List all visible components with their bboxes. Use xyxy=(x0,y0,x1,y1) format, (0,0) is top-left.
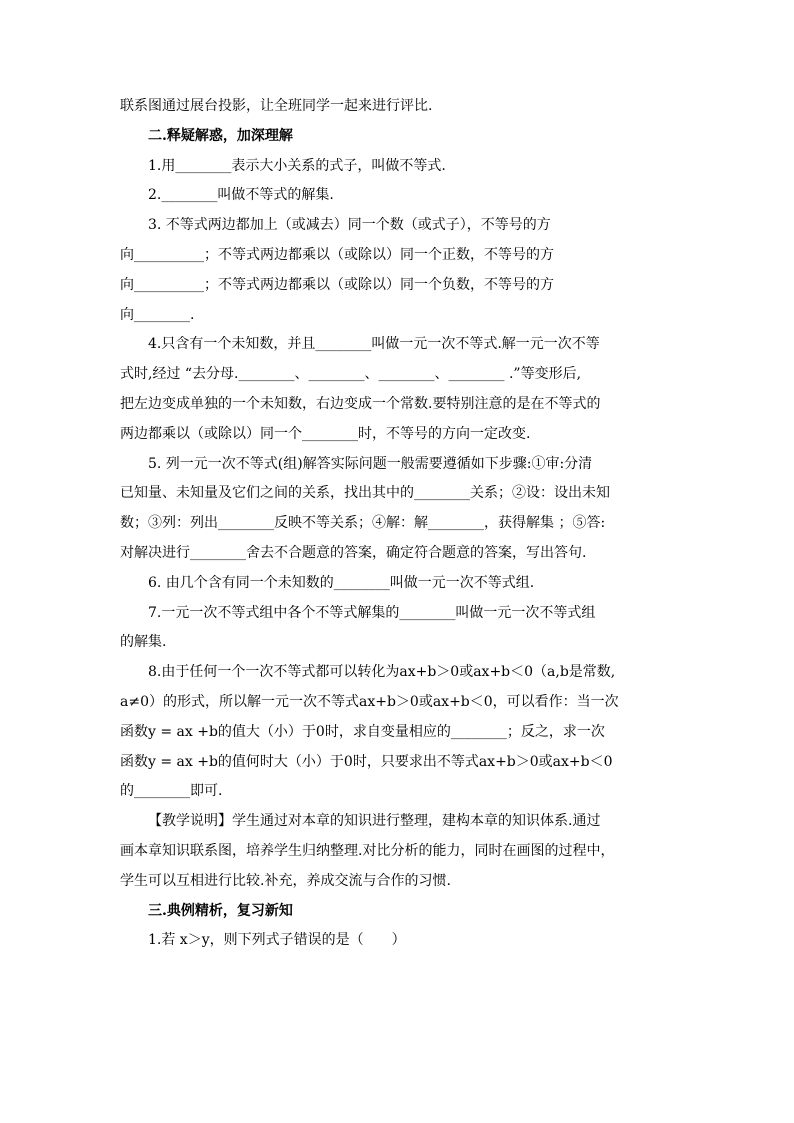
question-line: 1.若 x＞y，则下列式子错误的是（ ） xyxy=(148,932,406,949)
text-line: 向__________；不等式两边都乘以（或除以）同一个正数，不等号的方 xyxy=(120,246,554,263)
document-page xyxy=(120,92,676,956)
text-line: 向__________；不等式两边都乘以（或除以）同一个负数，不等号的方 xyxy=(120,276,554,293)
question-line: 7.一元一次不等式组中各个不等式解集的________叫做一元一次不等式组 xyxy=(148,604,596,621)
section-heading: 二.释疑解惑，加深理解 xyxy=(148,127,293,144)
section-heading: 三.典例精析，复习新知 xyxy=(148,902,293,919)
text-line: 两边都乘以（或除以）同一个________时，不等号的方向一定改变. xyxy=(120,425,531,442)
question-line: 1.用________表示大小关系的式子，叫做不等式. xyxy=(148,157,446,174)
text-line: 的解集. xyxy=(120,634,167,651)
teaching-note-line: 【教学说明】学生通过对本章的知识进行整理，建构本章的知识体系.通过 xyxy=(148,813,601,830)
question-line: 2.________叫做不等式的解集. xyxy=(148,187,334,204)
question-line: 4.只含有一个未知数，并且________叫做一元一次不等式.解一元一次不等 xyxy=(148,336,600,353)
text-line: 式时,经过 “去分母.________、________、________、________ .”等变形后, xyxy=(120,366,582,383)
text-line: 的________即可. xyxy=(120,783,223,800)
text-line: 把左边变成单独的一个未知数，右边变成一个常数.要特别注意的是在不等式的 xyxy=(120,395,601,412)
text-line: 数；③列：列出________反映不等关系；④解：解________，获得解集 ；⑤答: xyxy=(120,515,606,532)
question-line: 6. 由几个含有同一个未知数的________叫做一元一次不等式组. xyxy=(148,574,535,591)
text-line: 画本章知识联系图，培养学生归纳整理.对比分析的能力，同时在画图的过程中， xyxy=(120,842,615,859)
question-line: 5. 列一元一次不等式(组)解答实际问题一般需要遵循如下步骤:①审:分清 xyxy=(148,455,593,472)
text-line: 函数y = ax +b的值何时大（小）于0时，只要求出不等式ax+b＞0或ax+b＜0 xyxy=(120,753,613,770)
text-line: 已知量、未知量及它们之间的关系，找出其中的________关系；②设：设出未知 xyxy=(120,485,610,502)
text-line: 函数y = ax +b的值大（小）于0时，求自变量相应的________；反之，求一次 xyxy=(120,723,605,740)
text-line: 对解决进行________舍去不合题意的答案，确定符合题意的答案，写出答句. xyxy=(120,544,587,561)
text-line: 学生可以互相进行比较.补充，养成交流与合作的习惯. xyxy=(120,872,451,889)
text-line: a≠0）的形式，所以解一元一次不等式ax+b＞0或ax+b＜0，可以看作：当一次 xyxy=(120,693,619,710)
question-line: 8.由于任何一个一次不等式都可以转化为ax+b＞0或ax+b＜0（a,b是常数, xyxy=(148,664,616,681)
question-line: 3. 不等式两边都加上（或减去）同一个数（或式子），不等号的方 xyxy=(148,217,551,234)
text-line: 向________. xyxy=(120,306,195,323)
text-line: 联系图通过展台投影，让全班同学一起来进行评比. xyxy=(120,98,433,114)
